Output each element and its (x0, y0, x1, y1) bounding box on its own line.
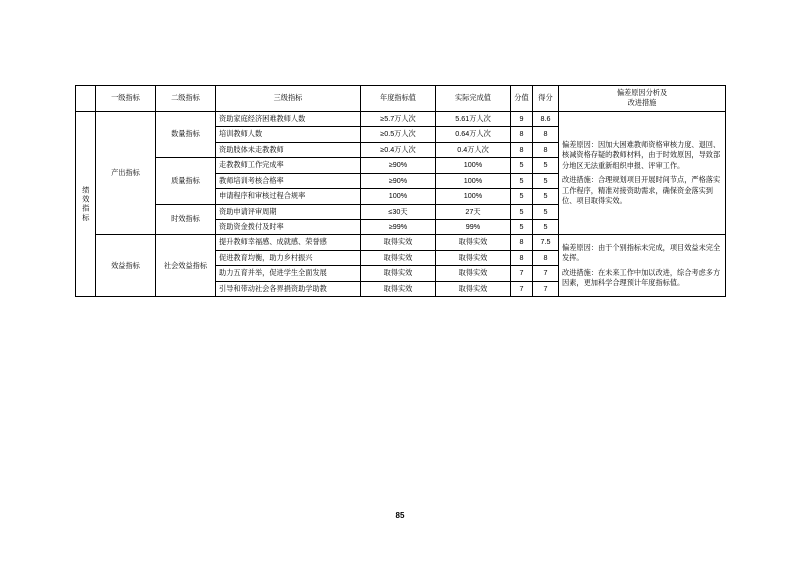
cell-target: ≥5.7万人次 (361, 111, 436, 126)
cell-level3: 助力五育并举，促进学生全面发展 (216, 266, 361, 281)
cell-actual: 取得实效 (436, 235, 511, 250)
cell-score: 8 (533, 127, 559, 142)
cell-level3: 资助资金拨付及时率 (216, 219, 361, 234)
cell-actual: 0.4万人次 (436, 142, 511, 157)
cell-actual: 100% (436, 158, 511, 173)
table-row (76, 111, 726, 126)
cell-actual: 100% (436, 189, 511, 204)
cell-weight: 7 (511, 281, 533, 296)
cell-weight: 7 (511, 266, 533, 281)
cell-level3: 教师培训考核合格率 (216, 173, 361, 188)
page-number: 85 (395, 511, 405, 520)
deviation-measure: 改进措施：在未来工作中加以改进，综合考虑多方因素，更加科学合理预计年度指标值。 (562, 267, 721, 288)
cell-level1-benefit: 效益指标 (96, 235, 156, 297)
cell-actual: 取得实效 (436, 281, 511, 296)
cell-level3: 资助肢体未走教教师 (216, 142, 361, 157)
cell-score: 5 (533, 219, 559, 234)
cell-actual: 99% (436, 219, 511, 234)
cell-level2-social-benefit: 社会效益指标 (156, 235, 216, 297)
cell-level3: 培训教师人数 (216, 127, 361, 142)
cell-weight: 9 (511, 111, 533, 126)
cell-weight: 8 (511, 250, 533, 265)
header-corner-cell (76, 86, 96, 112)
table-row (76, 235, 726, 250)
cell-weight: 5 (511, 173, 533, 188)
header-weight: 分值 (511, 86, 533, 112)
cell-target: ≥90% (361, 158, 436, 173)
cell-level1-output: 产出指标 (96, 111, 156, 235)
header-deviation-line2: 改进措施 (627, 98, 657, 108)
cell-actual: 取得实效 (436, 250, 511, 265)
cell-actual: 取得实效 (436, 266, 511, 281)
cell-level3: 引导和带动社会各界捐资助学助教 (216, 281, 361, 296)
cell-weight: 5 (511, 189, 533, 204)
header-annual-target: 年度指标值 (361, 86, 436, 112)
cell-weight: 5 (511, 204, 533, 219)
performance-table-container (75, 85, 725, 297)
cell-score: 8 (533, 250, 559, 265)
cell-target: ≥0.4万人次 (361, 142, 436, 157)
cell-level2-timeliness: 时效指标 (156, 204, 216, 235)
cell-actual: 0.64万人次 (436, 127, 511, 142)
cell-weight: 5 (511, 219, 533, 234)
cell-target: 100% (361, 189, 436, 204)
header-level1: 一级指标 (96, 86, 156, 112)
cell-actual: 5.61万人次 (436, 111, 511, 126)
cell-target: ≥90% (361, 173, 436, 188)
deviation-measure: 改进措施：合理规划项目开展时间节点，严格落实工作程序，精准对接资助需求，确保资金落实到位、项目取得实效。 (562, 175, 721, 205)
cell-level3: 申请程序和审核过程合规率 (216, 189, 361, 204)
cell-score: 7.5 (533, 235, 559, 250)
cell-weight: 8 (511, 142, 533, 157)
cell-score: 5 (533, 158, 559, 173)
cell-level3: 走教教师工作完成率 (216, 158, 361, 173)
cell-score: 5 (533, 173, 559, 188)
deviation-reason: 偏差原因：由于个别指标未完成，项目效益未完全发挥。 (562, 242, 721, 263)
cell-deviation-output (559, 111, 726, 235)
cell-target: ≥99% (361, 219, 436, 234)
cell-weight: 5 (511, 158, 533, 173)
table-header-row (76, 86, 726, 112)
cell-deviation-benefit (559, 235, 726, 297)
cell-target: 取得实效 (361, 266, 436, 281)
header-deviation (559, 86, 726, 112)
header-deviation-line1: 偏差原因分析及 (616, 88, 668, 97)
cell-score: 5 (533, 189, 559, 204)
cell-actual: 27天 (436, 204, 511, 219)
cell-level3: 提升教师幸福感、成就感、荣誉感 (216, 235, 361, 250)
cell-level3: 资助申请评审周期 (216, 204, 361, 219)
cell-target: ≥0.5万人次 (361, 127, 436, 142)
cell-score: 7 (533, 266, 559, 281)
cell-level2-quality: 质量指标 (156, 158, 216, 204)
cell-target: ≤30天 (361, 204, 436, 219)
row-label-performance (76, 111, 96, 296)
performance-indicator-table (75, 85, 726, 297)
cell-score: 8.6 (533, 111, 559, 126)
row-label-text: 绩效指标 (81, 185, 91, 223)
cell-target: 取得实效 (361, 250, 436, 265)
cell-level3: 资助家庭经济困难教师人数 (216, 111, 361, 126)
header-level2: 二级指标 (156, 86, 216, 112)
cell-level3: 促进教育均衡，助力乡村振兴 (216, 250, 361, 265)
header-actual: 实际完成值 (436, 86, 511, 112)
cell-target: 取得实效 (361, 281, 436, 296)
deviation-reason: 偏差原因：因加大困难教师资格审核力度、退回、核减资格存疑的教师材料，由于时效原因，导致部分地区无法重新组织申报、评审工作。 (562, 139, 721, 170)
cell-target: 取得实效 (361, 235, 436, 250)
header-score: 得分 (533, 86, 559, 112)
cell-score: 7 (533, 281, 559, 296)
cell-weight: 8 (511, 235, 533, 250)
cell-weight: 8 (511, 127, 533, 142)
header-level3: 三级指标 (216, 86, 361, 112)
cell-score: 5 (533, 204, 559, 219)
cell-level2-quantity: 数量指标 (156, 111, 216, 157)
cell-actual: 100% (436, 173, 511, 188)
cell-score: 8 (533, 142, 559, 157)
